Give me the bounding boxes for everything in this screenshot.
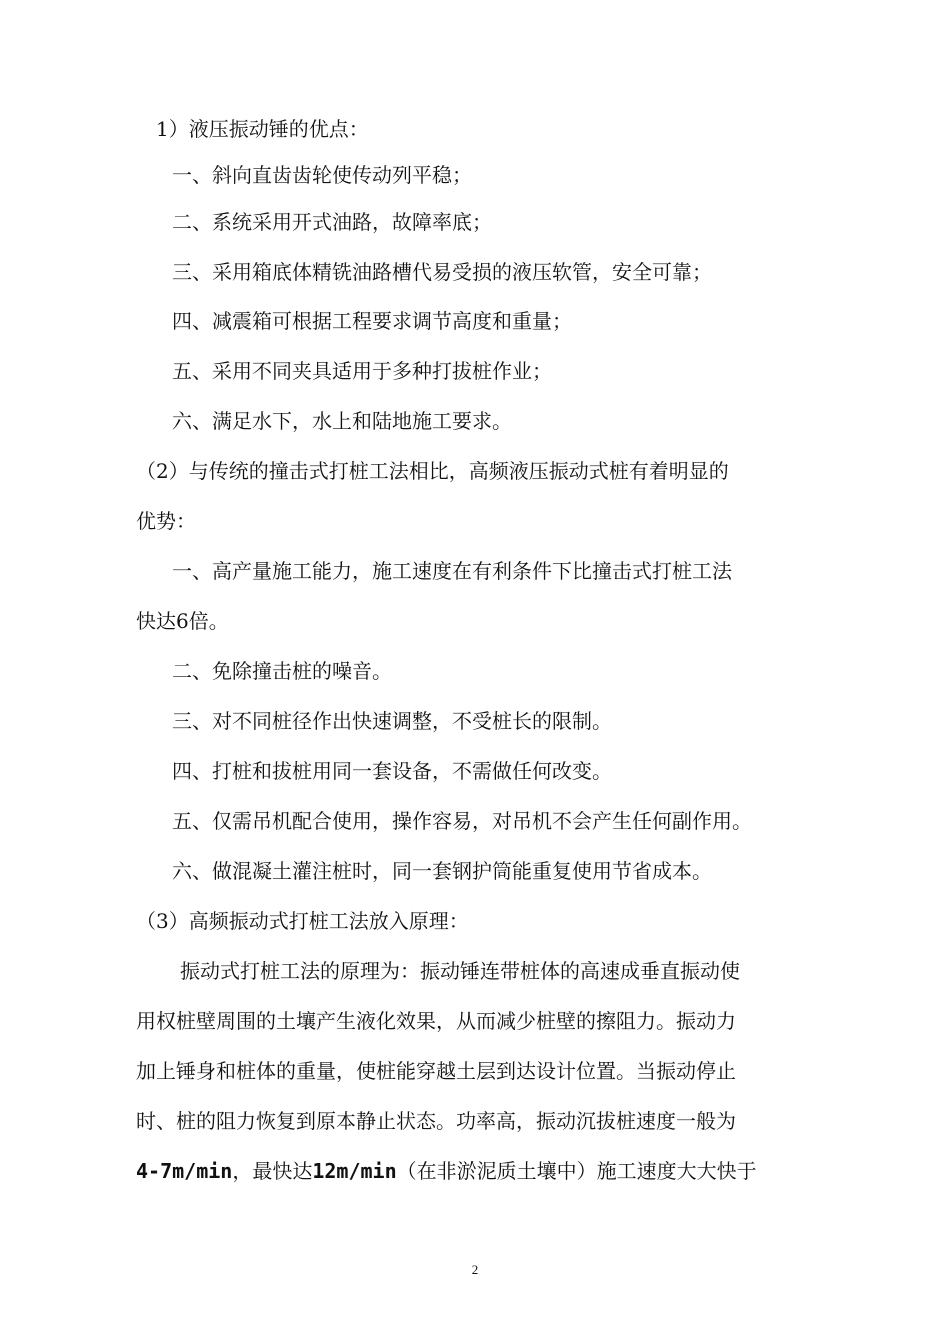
speed-value: 4-7m/min	[136, 1159, 233, 1183]
paragraph-line-last	[136, 1158, 757, 1184]
section1-item: 五、采用不同夹具适用于多种打拔桩作业；	[172, 359, 552, 383]
section1-item: 三、采用箱底体精铣油路槽代易受损的液压软管，安全可靠；	[172, 260, 712, 284]
section1-item: 六、满足水下，水上和陆地施工要求。	[172, 409, 512, 433]
section2-item: 四、打桩和拔桩用同一套设备，不需做任何改变。	[172, 759, 612, 783]
section2-heading: （2）与传统的撞击式打桩工法相比，高频液压振动式桩有着明显的	[136, 459, 729, 483]
section2-item: 一、高产量施工能力，施工速度在有利条件下比撞击式打桩工法	[172, 559, 732, 583]
paragraph-text: （在非淤泥质土壤中）施工速度大大快于	[396, 1159, 757, 1183]
section2-item: 二、免除撞击桩的噪音。	[172, 659, 392, 683]
section1-heading: 1）液压振动锤的优点：	[156, 117, 369, 141]
speed-value: 12m/min	[312, 1159, 397, 1183]
section2-item-continued: 快达6倍。	[136, 609, 229, 633]
paragraph-text: ，最快达	[232, 1159, 313, 1183]
paragraph-line: 时、桩的阻力恢复到原本静止状态。功率高，振动沉拔桩速度一般为	[136, 1109, 736, 1133]
paragraph-line: 振动式打桩工法的原理为：振动锤连带桩体的高速成垂直振动使	[180, 959, 740, 983]
section1-item: 一、斜向直齿齿轮使传动列平稳；	[172, 163, 472, 187]
section2-heading-continued: 优势：	[136, 509, 196, 533]
section3-heading: （3）高频振动式打桩工法放入原理：	[136, 909, 469, 933]
section1-item: 二、系统采用开式油路，故障率底；	[172, 210, 492, 234]
section2-item: 六、做混凝土灌注桩时，同一套钢护筒能重复使用节省成本。	[172, 859, 712, 883]
paragraph-line: 用权桩壁周围的土壤产生液化效果，从而减少桩壁的擦阻力。振动力	[136, 1009, 736, 1033]
section2-item: 五、仅需吊机配合使用，操作容易，对吊机不会产生任何副作用。	[172, 809, 752, 833]
section1-item: 四、减震箱可根据工程要求调节高度和重量；	[172, 309, 572, 333]
page-number: 2	[471, 1262, 479, 1277]
section2-item: 三、对不同桩径作出快速调整，不受桩长的限制。	[172, 709, 612, 733]
paragraph-line: 加上锤身和桩体的重量，使桩能穿越土层到达设计位置。当振动停止	[136, 1059, 736, 1083]
